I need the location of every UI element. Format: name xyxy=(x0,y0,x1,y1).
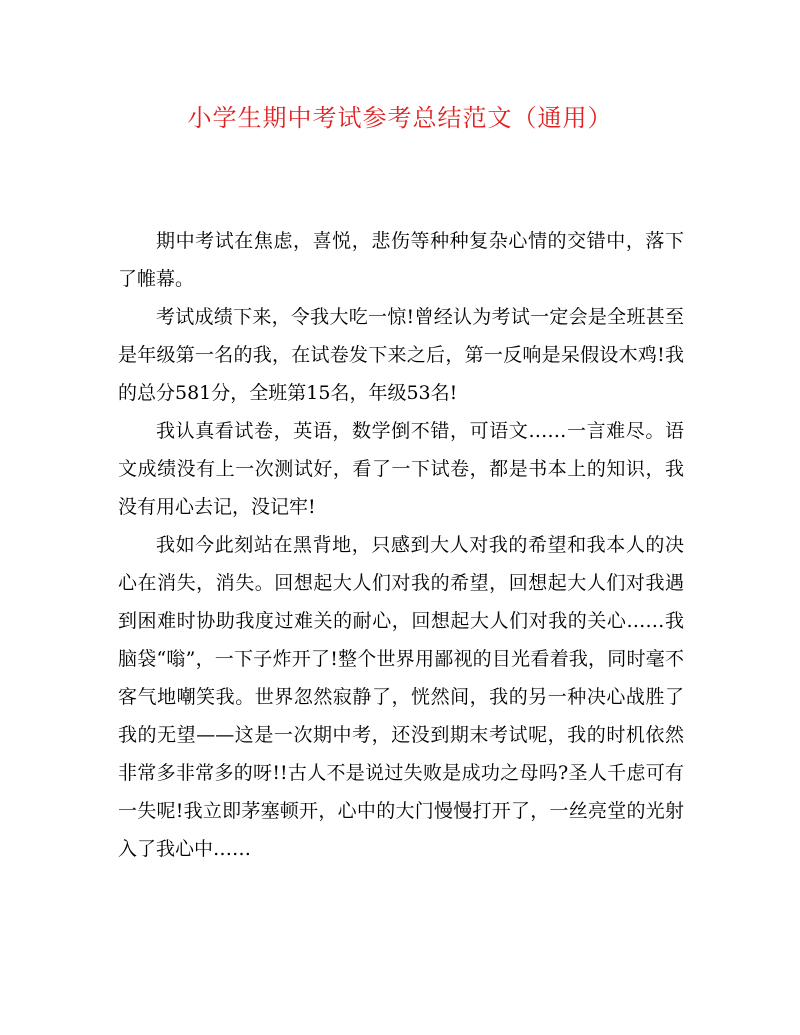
paragraph-1: 期中考试在焦虑，喜悦，悲伤等种种复杂心情的交错中，落下了帷幕。 xyxy=(118,230,684,290)
document-body xyxy=(118,222,684,868)
paragraph-2: 考试成绩下来，令我大吃一惊!曾经认为考试一定会是全班甚至是年级第一名的我，在试卷发下来之后，第一反响是呆假设木鸡!我的总分581分，全班第15名，年级53名! xyxy=(118,306,684,404)
paragraph-3: 我认真看试卷，英语，数学倒不错，可语文……一言难尽。语文成绩没有上一次测试好，看了一下试卷，都是书本上的知识，我没有用心去记，没记牢! xyxy=(118,420,684,518)
document-title: 小学生期中考试参考总结范文（通用） xyxy=(187,104,613,132)
paragraph-4: 我如今此刻站在黑背地，只感到大人对我的希望和我本人的决心在消失，消失。回想起大人们对我的希望，回想起大人们对我遇到困难时协助我度过难关的耐心，回想起大人们对我的关心……我脑袋“嗡”，一下子炸开了!整个世界用鄙视的目光看着我，同时毫不客气地嘲笑我。世界忽然寂静了，恍然间，我的另一种决心战胜了我的无望——这是一次期中考，还没到期末考试呢，我的时机依然非常多非常多的呀!!古人不是说过失败是成功之母吗?圣人千虑可有一失呢!我立即茅塞顿开，心中的大门慢慢打开了，一丝亮堂的光射入了我心中…… xyxy=(118,534,684,860)
